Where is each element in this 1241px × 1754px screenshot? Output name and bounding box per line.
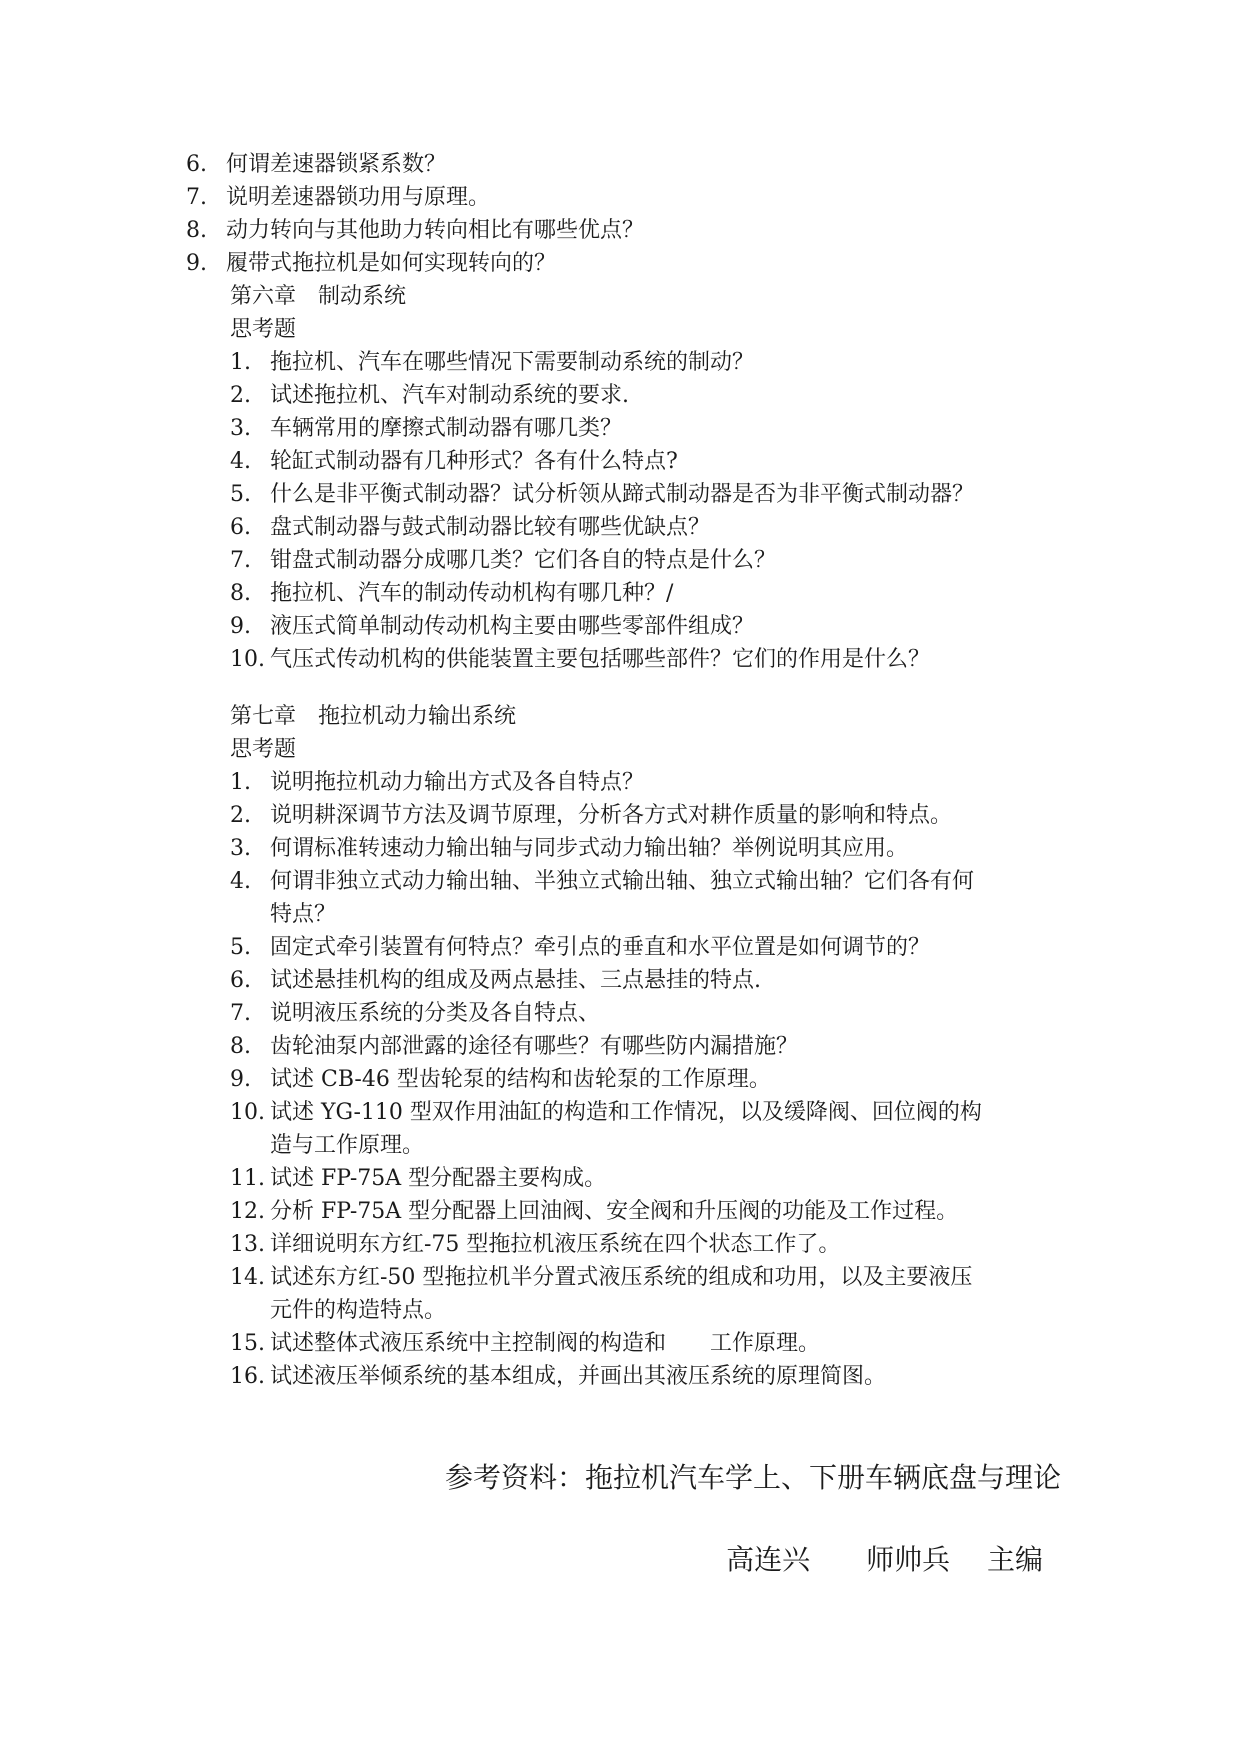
question-text: 说明差速器锁功用与原理。 [226,185,491,210]
question-text: 何谓非独立式动力输出轴、半独立式输出轴、独立式输出轴？它们各有何特点？ [270,869,975,927]
question-number: 10. [230,647,265,672]
list-item [230,577,1070,610]
question-text: 分析 FP-75A 型分配器上回油阀、安全阀和升压阀的功能及工作过程。 [270,1199,959,1224]
list-item [230,610,1070,643]
question-text: 钳盘式制动器分成哪几类？它们各自的特点是什么？ [270,548,777,573]
list-item [230,478,1070,511]
reference-line: 参考资料：拖拉机汽车学上、下册车辆底盘与理论 [444,1461,1061,1494]
list-item [230,1195,1070,1228]
chapter-7-heading: 第七章 拖拉机动力输出系统 [230,704,517,729]
question-number: 13. [230,1232,265,1257]
question-number: 1. [230,350,251,375]
question-text: 拖拉机、汽车在哪些情况下需要制动系统的制动？ [270,350,755,375]
question-text: 何谓标准转速动力输出轴与同步式动力输出轴？举例说明其应用。 [270,836,909,861]
question-number: 11. [230,1166,265,1191]
list-item [230,643,1070,676]
list-item [230,1030,1070,1063]
list-item [230,964,1070,997]
list-item [186,214,1066,247]
question-text: 液压式简单制动传动机构主要由哪些零部件组成？ [270,614,755,639]
question-text: 试述整体式液压系统中主控制阀的构造和 工作原理。 [270,1331,821,1356]
question-text: 试述 CB-46 型齿轮泵的结构和齿轮泵的工作原理。 [270,1067,771,1092]
list-item [230,412,1070,445]
chapter-7-question-list [230,766,1070,1393]
list-item [230,346,1070,379]
list-item [230,511,1070,544]
question-text: 拖拉机、汽车的制动传动机构有哪几种？/ [270,581,674,606]
list-item [230,445,1070,478]
chapter-6-section [230,280,1070,676]
question-number: 8. [186,218,207,243]
question-text: 车辆常用的摩擦式制动器有哪几类？ [270,416,623,441]
question-text: 试述液压举倾系统的基本组成，并画出其液压系统的原理简图。 [270,1364,887,1389]
question-number: 9. [186,251,207,276]
question-number: 2. [230,803,251,828]
question-number: 3. [230,416,251,441]
question-text: 气压式传动机构的供能装置主要包括哪些部件？它们的作用是什么？ [270,647,931,672]
list-item [186,247,1066,280]
chapter-7-section [230,700,1070,1393]
list-item [230,799,1070,832]
question-number: 9. [230,1067,251,1092]
question-number: 7. [230,548,251,573]
list-item [230,997,1070,1030]
question-number: 4. [230,869,251,894]
list-item [230,1096,1070,1162]
list-item [230,544,1070,577]
question-text: 盘式制动器与鼓式制动器比较有哪些优缺点？ [270,515,711,540]
question-number: 9. [230,614,251,639]
chapter-6-heading: 第六章 制动系统 [230,284,407,309]
list-item [230,931,1070,964]
question-number: 6. [230,515,251,540]
top-question-list [186,148,1066,280]
question-number: 12. [230,1199,265,1224]
question-text: 详细说明东方红-75 型拖拉机液压系统在四个状态工作了。 [270,1232,841,1257]
chapter-6-question-list [230,346,1070,676]
question-number: 4. [230,449,251,474]
question-text: 固定式牵引装置有何特点？牵引点的垂直和水平位置是如何调节的？ [270,935,931,960]
question-number: 8. [230,581,251,606]
question-text: 试述东方红-50 型拖拉机半分置式液压系统的组成和功用，以及主要液压元件的构造特点。 [270,1265,973,1323]
question-number: 5. [230,935,251,960]
list-item [186,181,1066,214]
question-number: 3. [230,836,251,861]
question-number: 7. [230,1001,251,1026]
chapter-7-subheading: 思考题 [230,737,297,762]
list-item [230,1063,1070,1096]
question-number: 1. [230,770,251,795]
question-text: 何谓差速器锁紧系数？ [226,152,447,177]
question-number: 8. [230,1034,251,1059]
question-text: 试述 YG-110 型双作用油缸的构造和工作情况，以及缓降阀、回位阀的构造与工作原理。 [270,1100,982,1158]
question-text: 说明拖拉机动力输出方式及各自特点？ [270,770,645,795]
question-text: 履带式拖拉机是如何实现转向的？ [226,251,557,276]
list-item [230,865,1070,931]
question-number: 2. [230,383,251,408]
list-item [186,148,1066,181]
question-number: 6. [186,152,207,177]
chapter-6-subheading: 思考题 [230,317,297,342]
question-text: 齿轮油泵内部泄露的途径有哪些？有哪些防内漏措施？ [270,1034,799,1059]
question-number: 16. [230,1364,265,1389]
question-text: 试述 FP-75A 型分配器主要构成。 [270,1166,607,1191]
list-item [230,379,1070,412]
list-item [230,1360,1070,1393]
question-text: 什么是非平衡式制动器？试分析领从蹄式制动器是否为非平衡式制动器？ [270,482,975,507]
list-item [230,1327,1070,1360]
question-text: 试述拖拉机、汽车对制动系统的要求. [270,383,629,408]
list-item [230,1162,1070,1195]
question-text: 说明液压系统的分类及各自特点、 [270,1001,601,1026]
question-text: 轮缸式制动器有几种形式？各有什么特点? [270,449,678,474]
question-number: 6. [230,968,251,993]
question-text: 试述悬挂机构的组成及两点悬挂、三点悬挂的特点. [270,968,761,993]
list-item [230,1228,1070,1261]
question-number: 15. [230,1331,265,1356]
question-number: 5. [230,482,251,507]
question-number: 10. [230,1100,265,1125]
question-text: 动力转向与其他助力转向相比有哪些优点？ [226,218,645,243]
list-item [230,832,1070,865]
editors-line: 高连兴 师帅兵 主编 [726,1543,1043,1576]
question-number: 14. [230,1265,265,1290]
question-number: 7. [186,185,207,210]
question-text: 说明耕深调节方法及调节原理，分析各方式对耕作质量的影响和特点。 [270,803,953,828]
list-item [230,1261,1070,1327]
list-item [230,766,1070,799]
